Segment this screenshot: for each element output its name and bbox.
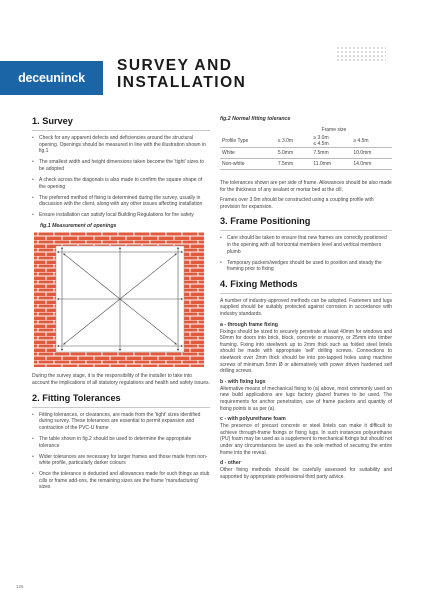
right-column xyxy=(220,116,392,484)
divider xyxy=(220,230,392,231)
table-header-part: ≥ 3.0m xyxy=(313,135,329,141)
divider xyxy=(32,407,210,408)
list-item: • Check for any apparent defects and deficiencies around the structural opening. Openings should be measured in line with the illustration shown in fig.1 xyxy=(32,135,210,155)
survey-responsibility-text: During the survey stage, it is the responsibility of the installer to take into account the implications of all statutory regulations and health and safety issues. xyxy=(32,373,210,387)
fixing-d-text: Other fixing methods should be carefully assessed for suitability and supported by appropriate professional third party advice. xyxy=(220,467,392,480)
fixing-d-title: d - other xyxy=(220,460,241,467)
fixing-a-text: Fixings should be sized to securely penetrate at least 40mm for windows and 50mm for doors into brick, block, concrete or masonry, or 25mm into timber framing. Fixing into steelwork up to 2mm thick such as folded steel lintels should be made with appropriate 'self' drilling screws. Connections to steelwork over 2mm thick should be into pre-tapped holes using machine screws of minimum 5mm Ø or alternatively with power driven hardened self drilling screws. xyxy=(220,328,392,375)
fixing-b-text: Alternative means of mechanical fixing to (a) above, most commonly used on new build applications are lugs factory glazed frames to be used. The requirements for anchor penetration, use of frame packers and quantity of fixing points is as per (a). xyxy=(220,385,392,412)
table-cell: 5.0mm xyxy=(276,148,312,159)
brand-logo: deceuninck xyxy=(0,61,103,95)
table-group-header: Frame size xyxy=(321,126,347,133)
fixing-b-title: b - with fixing lugs xyxy=(220,378,266,385)
page-number: 126 xyxy=(16,584,24,589)
fixing-c-text: The presence of precast concrete or steel lintels can make it difficult to achieve through-frame fixings or fixing lugs. In such instances polyurethane (PU) foam may be used as a supplement to mechanical fixings but should not under any circumstances be used as the sole method of securing the entire frame into the reveal. xyxy=(220,423,392,456)
fitting-list xyxy=(32,412,210,491)
list-item: • The preferred method of fixing is determined during the survey, usually in discussion with the client, along with any other issues affecting installation xyxy=(32,195,210,208)
page-title xyxy=(117,57,246,91)
left-column xyxy=(32,116,210,496)
table-header: ≥ 4.5m xyxy=(351,135,392,148)
table-cell: 7.5mm xyxy=(276,159,312,170)
opening-measurement-diagram xyxy=(34,232,204,367)
title-line-1: SURVEY AND xyxy=(117,57,233,74)
list-item: • Fitting tolerances, or clearances, are made from the 'tight' sizes identified during survey. These tolerances are essential to permit expansion and contraction of the PVC-U frame xyxy=(32,412,210,432)
positioning-list xyxy=(220,235,392,272)
divider xyxy=(32,130,210,131)
list-item: • Once the tolerance is deducted and allowances made for such things as stub cills or frame add-ons, the remaining sizes are the frame 'manufacturing' sizes xyxy=(32,471,210,491)
table-cell: 7.5mm xyxy=(311,148,351,159)
list-item: • Care should be taken to ensure that new frames are correctly positioned in the opening with all horizontal members level and vertical members plumb xyxy=(220,235,392,255)
table-row xyxy=(220,148,392,159)
table-caption: fig.2 Normal fitting tolerance xyxy=(220,116,291,122)
tolerance-note: Frames over 3.0m should be constructed using a coupling profile with provision for expansion. xyxy=(220,197,374,210)
list-item: • A check across the diagonals is also made to confirm the square shape of the opening xyxy=(32,177,210,190)
table-cell: 14.0mm xyxy=(351,159,392,170)
table-cell: White xyxy=(220,148,276,159)
table-header xyxy=(311,135,351,148)
table-header: Profile Type xyxy=(220,135,276,148)
fitting-tolerances-heading: 2. Fitting Tolerances xyxy=(32,392,121,403)
table-cell: 11.0mm xyxy=(311,159,351,170)
tolerance-table xyxy=(220,124,392,170)
tolerance-note: The tolerances shown are per side of frame. Allowances should be also made for the thickness of any sealant or mortar bed at the cill. xyxy=(220,180,392,193)
survey-list xyxy=(32,135,210,219)
list-item: • Temporary packers/wedges should be used to position and steady the framing prior to fixing xyxy=(220,260,392,273)
table-cell: 10.0mm xyxy=(351,148,392,159)
list-item: • Ensure installation can satisfy local Building Regulations for fire safety xyxy=(32,212,210,219)
table-row xyxy=(220,159,392,170)
dot-pattern-decoration xyxy=(336,46,386,62)
fixing-c-title: c - with polyurethane foam xyxy=(220,416,286,423)
frame-positioning-heading: 3. Frame Positioning xyxy=(220,216,311,227)
fixing-methods-heading: 4. Fixing Methods xyxy=(220,278,298,289)
list-item: • The smallest width and height dimensions taken become the 'tight' sizes to be adopted xyxy=(32,159,210,172)
list-item: • The table shown in fig.2 should be used to determine the appropriate tolerance xyxy=(32,436,210,449)
title-line-2: INSTALLATION xyxy=(117,74,247,91)
fixing-a-title: a - through frame fixing xyxy=(220,321,278,328)
table-cell: Non-white xyxy=(220,159,276,170)
divider xyxy=(220,293,392,294)
list-item: • Wider tolerances are necessary for larger frames and those made from non-white profile, particularly darker colours xyxy=(32,454,210,467)
figure-caption: fig.1 Measurement of openings xyxy=(40,223,117,230)
fixing-intro: A number of industry-approved methods can be adopted. Fasteners and lugs supplied should be suitably protected against corrosion in accordance with industry standards. xyxy=(220,297,392,318)
table-header: ≤ 3.0m xyxy=(276,135,312,148)
table-header-part: ≤ 4.5m xyxy=(313,141,329,147)
survey-heading: 1. Survey xyxy=(32,116,73,126)
